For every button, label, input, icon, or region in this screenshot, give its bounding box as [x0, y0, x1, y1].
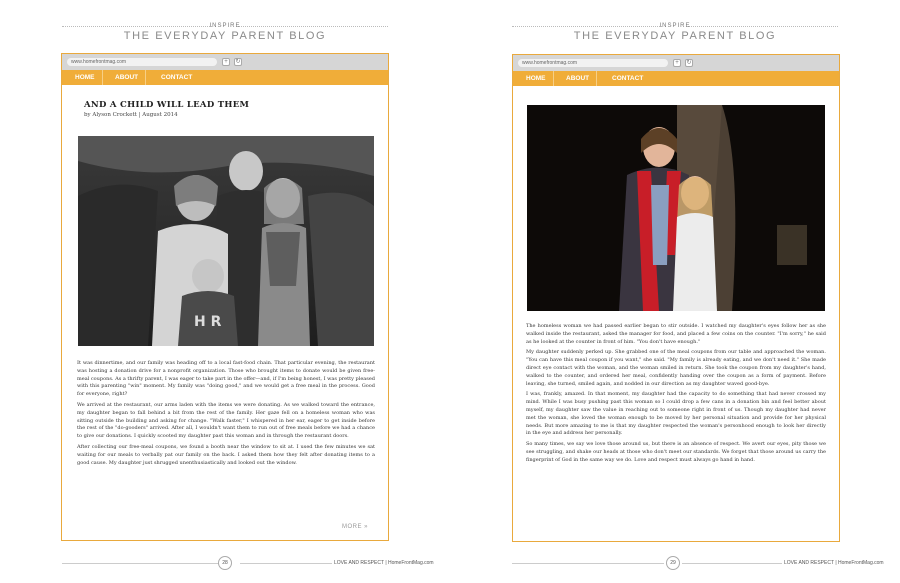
paragraph: My daughter suddenly perked up. She grabbed one of the meal coupons from our table and approached the woman. "You can have this meal coupon if you want," she said. "My family is already eating, and we don't need it." She made direct eye contact with the woman, and the woman smiled in return. She took the coupon from my daughter's hand, walked to the counter, and ordered her meal, confidently handing over the coupon as a form of payment. Before leaving, she turned, smiled again, and nodded in our direction as my daughter waved good-bye. [526, 349, 826, 387]
nav-home[interactable]: HOME [68, 70, 103, 85]
nav-contact[interactable]: CONTACT [612, 75, 644, 82]
paragraph: It was dinnertime, and our family was heading off to a local fast-food chain. That particular evening, the restaurant was hosting a donation drive for a nonprofit organization. Those who brought items to donate would be given free-meal coupons. As a thrifty parent, I was eager to take part in the offer—and, if I'm being honest, I was pretty pleased with this parenting "win" moment. My family was "doing good," and we would get a free meal in the process. Good for everyone, right? [77, 360, 376, 398]
kicker: INSPIRE [209, 23, 241, 29]
byline: by Alyson Crockett | August 2014 [84, 112, 178, 118]
mother-daughter-photo [527, 105, 825, 311]
refresh-icon[interactable]: ↻ [686, 60, 692, 66]
article-body [526, 323, 826, 468]
folio: LOVE AND RESPECT | HomeFrontMag.com [784, 560, 884, 566]
footer-rule [682, 563, 782, 564]
browser-frame [512, 54, 840, 542]
paragraph: The homeless woman we had passed earlier began to stir outside. I watched my daughter's eyes follow her as she walked inside the restaurant, asked the manager for food, and placed a few coins on the counter. "I'm sorry," he said as he looked at the counter in front of him. "You don't have enough." [526, 323, 826, 345]
svg-text:H R: H R [194, 314, 222, 330]
article-body [77, 360, 375, 470]
paragraph: So many times, we say we love those around us, but there is an absence of respect. We avert our eyes, pity those we see struggling, and shake our heads at those who don't meet our standards. We forget that those around us carry the fingerprint of God in the same way we do. Love and respect must always go hand in hand. [526, 441, 826, 463]
footer-rule [512, 563, 664, 564]
paragraph: After collecting our free-meal coupons, we found a booth near the window to sit at. I used the few minutes we sat waiting for our meals to verbally pat our family on the back. I asked them how they felt after donating items to a good cause. My daughter just shrugged unenthusiastically and looked out the window. [77, 443, 375, 466]
paragraph: I was, frankly, amazed. In that moment, my daughter had the capacity to do something that had never crossed my mind. While I was busy pushing past this woman so I could drop a few cans in a donation bin and feel better about myself, my daughter saw the value in reaching out to someone right in front of us. Though my daughter had never met the woman, she loved the woman enough to be moved by her personal situation and provide for her physical needs. But more amazing to me is that my daughter respected the woman's personhood enough to look her directly in the eye and address her personally. [526, 391, 826, 437]
plus-icon[interactable]: + [222, 58, 230, 66]
nav-home[interactable]: HOME [519, 71, 554, 86]
article-title: AND A CHILD WILL LEAD THEM [84, 100, 250, 110]
kicker: INSPIRE [659, 23, 691, 29]
nav-bar [62, 70, 388, 85]
blog-title: THE EVERYDAY PARENT BLOG [123, 30, 327, 42]
paragraph: We arrived at the restaurant, our arms laden with the items we were donating. As we walked toward the entrance, my daughter began to fall behind a bit from the rest of the family. Her gaze fell on a homeless woman who was sitting outside the building and asking for change. "Walk faster," I whispered in her ear, eager to get inside before the rest of the "do-gooders" arrived. After all, I wouldn't want them to run out of free meals before we had a chance to give our donations. I quickly scooted my daughter past this woman and in through the restaurant doors. [77, 401, 375, 440]
nav-about[interactable]: ABOUT [559, 71, 597, 86]
browser-frame [61, 53, 389, 541]
url-field[interactable]: www.homefrontmag.com [67, 58, 217, 66]
footer-rule [62, 563, 222, 564]
page-number: 28 [218, 556, 232, 570]
browser-bar [513, 55, 839, 71]
footer-rule [240, 563, 332, 564]
nav-contact[interactable]: CONTACT [161, 74, 193, 81]
url-field[interactable]: www.homefrontmag.com [518, 59, 668, 67]
browser-bar [62, 54, 388, 70]
more-link[interactable]: MORE » [341, 524, 368, 530]
plus-icon[interactable]: + [673, 59, 681, 67]
right-page [450, 0, 900, 583]
nav-about[interactable]: ABOUT [108, 70, 146, 85]
page-number: 29 [666, 556, 680, 570]
nav-bar [513, 71, 839, 86]
family-photo-bw [78, 136, 374, 346]
folio: LOVE AND RESPECT | HomeFrontMag.com [334, 560, 434, 566]
refresh-icon[interactable]: ↻ [235, 59, 241, 65]
blog-title: THE EVERYDAY PARENT BLOG [573, 30, 777, 42]
